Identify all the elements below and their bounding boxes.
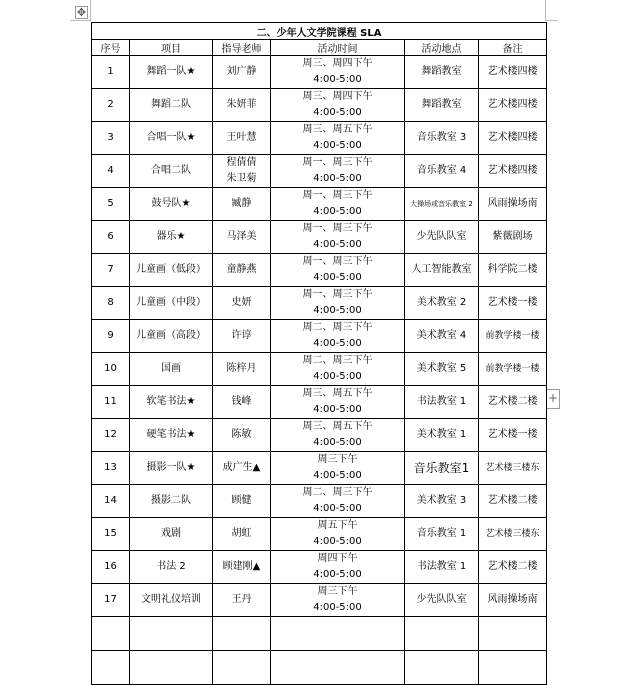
- time-cell[interactable]: [271, 584, 405, 617]
- empty-row[interactable]: [92, 617, 547, 651]
- teacher-cell[interactable]: 马泽美: [213, 221, 271, 254]
- time-cell[interactable]: [271, 56, 405, 89]
- time-cell[interactable]: [271, 452, 405, 485]
- time-days: 周三下午: [317, 454, 358, 465]
- note-cell[interactable]: 风雨操场南: [479, 188, 547, 221]
- time-cell[interactable]: [271, 221, 405, 254]
- note-cell[interactable]: 艺术楼四楼: [479, 155, 547, 188]
- note-cell[interactable]: 艺术楼一楼: [479, 287, 547, 320]
- no-cell[interactable]: 4: [92, 155, 130, 188]
- time-days: 周一、周三下午: [302, 256, 373, 267]
- time-cell[interactable]: [271, 485, 405, 518]
- table-row[interactable]: [92, 386, 547, 419]
- time-days: 周一、周三下午: [302, 190, 373, 201]
- time-hours: 4:00-5:00: [313, 107, 362, 118]
- no-cell[interactable]: 15: [92, 518, 130, 551]
- time-days: 周三、周五下午: [302, 421, 373, 432]
- table-row[interactable]: [92, 320, 547, 353]
- place-cell[interactable]: 舞蹈教室: [405, 89, 479, 122]
- place-cell[interactable]: 美术教室 3: [405, 485, 479, 518]
- note-cell[interactable]: 科学院二楼: [479, 254, 547, 287]
- note-cell[interactable]: 艺术楼四楼: [479, 89, 547, 122]
- table-row[interactable]: [92, 254, 547, 287]
- place-cell[interactable]: 音乐教室 3: [405, 122, 479, 155]
- note-cell[interactable]: 艺术楼二楼: [479, 551, 547, 584]
- no-cell[interactable]: 17: [92, 584, 130, 617]
- time-hours: 4:00-5:00: [313, 437, 362, 448]
- time-hours: 4:00-5:00: [313, 503, 362, 514]
- time-cell[interactable]: [271, 320, 405, 353]
- teacher-cell[interactable]: 顾健: [213, 485, 271, 518]
- note-cell[interactable]: 艺术楼三楼东: [479, 452, 547, 485]
- empty-cell[interactable]: [213, 651, 271, 685]
- empty-cell[interactable]: [271, 617, 405, 651]
- header-cell: 指导老师: [213, 40, 271, 56]
- teacher-cell[interactable]: 史妍: [213, 287, 271, 320]
- time-cell[interactable]: [271, 518, 405, 551]
- table-row[interactable]: [92, 221, 547, 254]
- project-cell[interactable]: 合唱二队: [130, 155, 213, 188]
- note-cell[interactable]: 前教学楼一楼: [479, 320, 547, 353]
- course-table: [91, 22, 547, 685]
- project-cell[interactable]: 儿童画（高段）: [130, 320, 213, 353]
- place-cell[interactable]: 美术教室 4: [405, 320, 479, 353]
- time-cell[interactable]: [271, 155, 405, 188]
- table-row[interactable]: [92, 419, 547, 452]
- note-cell[interactable]: 紫薇剧场: [479, 221, 547, 254]
- table-row[interactable]: [92, 89, 547, 122]
- note-cell[interactable]: 艺术楼一楼: [479, 419, 547, 452]
- no-cell[interactable]: 9: [92, 320, 130, 353]
- empty-cell[interactable]: [271, 651, 405, 685]
- time-hours: 4:00-5:00: [313, 74, 362, 85]
- project-cell[interactable]: 硬笔书法★: [130, 419, 213, 452]
- time-days: 周三、周四下午: [302, 58, 373, 69]
- time-days: 周五下午: [317, 520, 358, 531]
- add-column-plus-icon[interactable]: +: [546, 389, 560, 409]
- no-cell[interactable]: 5: [92, 188, 130, 221]
- time-cell[interactable]: [271, 353, 405, 386]
- teacher-cell[interactable]: 成广生▲: [213, 452, 271, 485]
- note-cell[interactable]: 艺术楼四楼: [479, 56, 547, 89]
- teacher-cell[interactable]: 钱峰: [213, 386, 271, 419]
- teacher-cell[interactable]: 胡虹: [213, 518, 271, 551]
- time-hours: 4:00-5:00: [313, 272, 362, 283]
- teacher-cell[interactable]: 程倩倩 朱卫菊: [213, 155, 271, 188]
- no-cell[interactable]: 11: [92, 386, 130, 419]
- empty-cell[interactable]: [92, 651, 130, 685]
- empty-cell[interactable]: [130, 651, 213, 685]
- table-row[interactable]: [92, 353, 547, 386]
- time-cell[interactable]: [271, 188, 405, 221]
- header-cell: 活动时间: [271, 40, 405, 56]
- table-row[interactable]: [92, 452, 547, 485]
- header-row: [92, 40, 547, 56]
- project-cell[interactable]: 舞蹈一队★: [130, 56, 213, 89]
- project-cell[interactable]: 合唱一队★: [130, 122, 213, 155]
- no-cell[interactable]: 10: [92, 353, 130, 386]
- time-hours: 4:00-5:00: [313, 569, 362, 580]
- place-cell[interactable]: 音乐教室1: [405, 452, 479, 485]
- empty-cell[interactable]: [479, 617, 547, 651]
- time-hours: 4:00-5:00: [313, 305, 362, 316]
- no-cell[interactable]: 7: [92, 254, 130, 287]
- time-hours: 4:00-5:00: [313, 602, 362, 613]
- teacher-cell[interactable]: 许谆: [213, 320, 271, 353]
- time-hours: 4:00-5:00: [313, 173, 362, 184]
- header-cell: 活动地点: [405, 40, 479, 56]
- place-cell[interactable]: 书法教室 1: [405, 386, 479, 419]
- teacher-cell[interactable]: 陈梓月: [213, 353, 271, 386]
- note-cell[interactable]: 风雨操场南: [479, 584, 547, 617]
- time-cell[interactable]: [271, 386, 405, 419]
- project-cell[interactable]: 鼓号队★: [130, 188, 213, 221]
- no-cell[interactable]: 6: [92, 221, 130, 254]
- teacher-cell[interactable]: 刘广静: [213, 56, 271, 89]
- project-cell[interactable]: 书法 2: [130, 551, 213, 584]
- table-title: 二、少年人文学院课程 SLA: [92, 23, 547, 40]
- project-cell[interactable]: 戏剧: [130, 518, 213, 551]
- place-cell[interactable]: 少先队队室: [405, 221, 479, 254]
- time-cell[interactable]: [271, 122, 405, 155]
- no-cell[interactable]: 2: [92, 89, 130, 122]
- time-hours: 4:00-5:00: [313, 338, 362, 349]
- no-cell[interactable]: 12: [92, 419, 130, 452]
- project-cell[interactable]: 摄影一队★: [130, 452, 213, 485]
- time-days: 周三、周五下午: [302, 124, 373, 135]
- time-hours: 4:00-5:00: [313, 140, 362, 151]
- empty-cell[interactable]: [213, 617, 271, 651]
- place-cell[interactable]: 书法教室 1: [405, 551, 479, 584]
- table-row[interactable]: [92, 584, 547, 617]
- note-cell[interactable]: 前教学楼一楼: [479, 353, 547, 386]
- project-cell[interactable]: 软笔书法★: [130, 386, 213, 419]
- no-cell[interactable]: 8: [92, 287, 130, 320]
- note-cell[interactable]: 艺术楼四楼: [479, 122, 547, 155]
- time-cell[interactable]: [271, 254, 405, 287]
- time-days: 周二、周三下午: [302, 355, 373, 366]
- no-cell[interactable]: 13: [92, 452, 130, 485]
- place-cell[interactable]: 美术教室 1: [405, 419, 479, 452]
- teacher-cell[interactable]: 童静燕: [213, 254, 271, 287]
- table-row[interactable]: [92, 518, 547, 551]
- time-cell[interactable]: [271, 419, 405, 452]
- no-cell[interactable]: 14: [92, 485, 130, 518]
- place-cell[interactable]: 音乐教室 1: [405, 518, 479, 551]
- table-move-handle-icon[interactable]: ✥: [76, 6, 87, 19]
- note-cell[interactable]: 艺术楼二楼: [479, 485, 547, 518]
- no-cell[interactable]: 1: [92, 56, 130, 89]
- table-row[interactable]: [92, 188, 547, 221]
- time-days: 周二、周三下午: [302, 322, 373, 333]
- project-cell[interactable]: 摄影二队: [130, 485, 213, 518]
- time-days: 周三、周五下午: [302, 388, 373, 399]
- time-hours: 4:00-5:00: [313, 239, 362, 250]
- empty-cell[interactable]: [479, 651, 547, 685]
- empty-cell[interactable]: [92, 617, 130, 651]
- no-cell[interactable]: 3: [92, 122, 130, 155]
- header-cell: 项目: [130, 40, 213, 56]
- note-cell[interactable]: 艺术楼二楼: [479, 386, 547, 419]
- teacher-cell[interactable]: 陈敏: [213, 419, 271, 452]
- time-days: 周一、周三下午: [302, 157, 373, 168]
- no-cell[interactable]: 16: [92, 551, 130, 584]
- margin-corner-mark: [545, 0, 558, 21]
- time-cell[interactable]: [271, 551, 405, 584]
- teacher-cell[interactable]: 王丹: [213, 584, 271, 617]
- note-cell[interactable]: 艺术楼三楼东: [479, 518, 547, 551]
- table-row[interactable]: [92, 155, 547, 188]
- project-cell[interactable]: 国画: [130, 353, 213, 386]
- empty-cell[interactable]: [405, 617, 479, 651]
- time-days: 周一、周三下午: [302, 289, 373, 300]
- time-days: 周三下午: [317, 586, 358, 597]
- time-days: 周三、周四下午: [302, 91, 373, 102]
- table-row[interactable]: [92, 485, 547, 518]
- project-cell[interactable]: 器乐★: [130, 221, 213, 254]
- table-row[interactable]: [92, 56, 547, 89]
- time-hours: 4:00-5:00: [313, 470, 362, 481]
- header-cell: 序号: [92, 40, 130, 56]
- place-cell[interactable]: 大操场或音乐教室 2: [405, 188, 479, 221]
- place-cell[interactable]: 舞蹈教室: [405, 56, 479, 89]
- empty-cell[interactable]: [405, 651, 479, 685]
- project-cell[interactable]: 儿童画（低段）: [130, 254, 213, 287]
- empty-cell[interactable]: [130, 617, 213, 651]
- header-cell: 备注: [479, 40, 547, 56]
- time-hours: 4:00-5:00: [313, 404, 362, 415]
- place-cell[interactable]: 美术教室 5: [405, 353, 479, 386]
- time-days: 周二、周三下午: [302, 487, 373, 498]
- teacher-cell[interactable]: 朱妍菲: [213, 89, 271, 122]
- teacher-cell[interactable]: 顾建刚▲: [213, 551, 271, 584]
- time-cell[interactable]: [271, 287, 405, 320]
- place-cell[interactable]: 美术教室 2: [405, 287, 479, 320]
- teacher-cell[interactable]: 臧静: [213, 188, 271, 221]
- place-cell[interactable]: 人工智能教室: [405, 254, 479, 287]
- table-row[interactable]: [92, 287, 547, 320]
- place-cell[interactable]: 音乐教室 4: [405, 155, 479, 188]
- time-hours: 4:00-5:00: [313, 206, 362, 217]
- place-cell[interactable]: 少先队队室: [405, 584, 479, 617]
- project-cell[interactable]: 文明礼仪培训: [130, 584, 213, 617]
- teacher-cell[interactable]: 王叶慧: [213, 122, 271, 155]
- empty-row[interactable]: [92, 651, 547, 685]
- time-days: 周一、周三下午: [302, 223, 373, 234]
- table-row[interactable]: [92, 122, 547, 155]
- table-row[interactable]: [92, 551, 547, 584]
- project-cell[interactable]: 舞蹈二队: [130, 89, 213, 122]
- time-hours: 4:00-5:00: [313, 536, 362, 547]
- project-cell[interactable]: 儿童画（中段）: [130, 287, 213, 320]
- time-days: 周四下午: [317, 553, 358, 564]
- time-hours: 4:00-5:00: [313, 371, 362, 382]
- time-cell[interactable]: [271, 89, 405, 122]
